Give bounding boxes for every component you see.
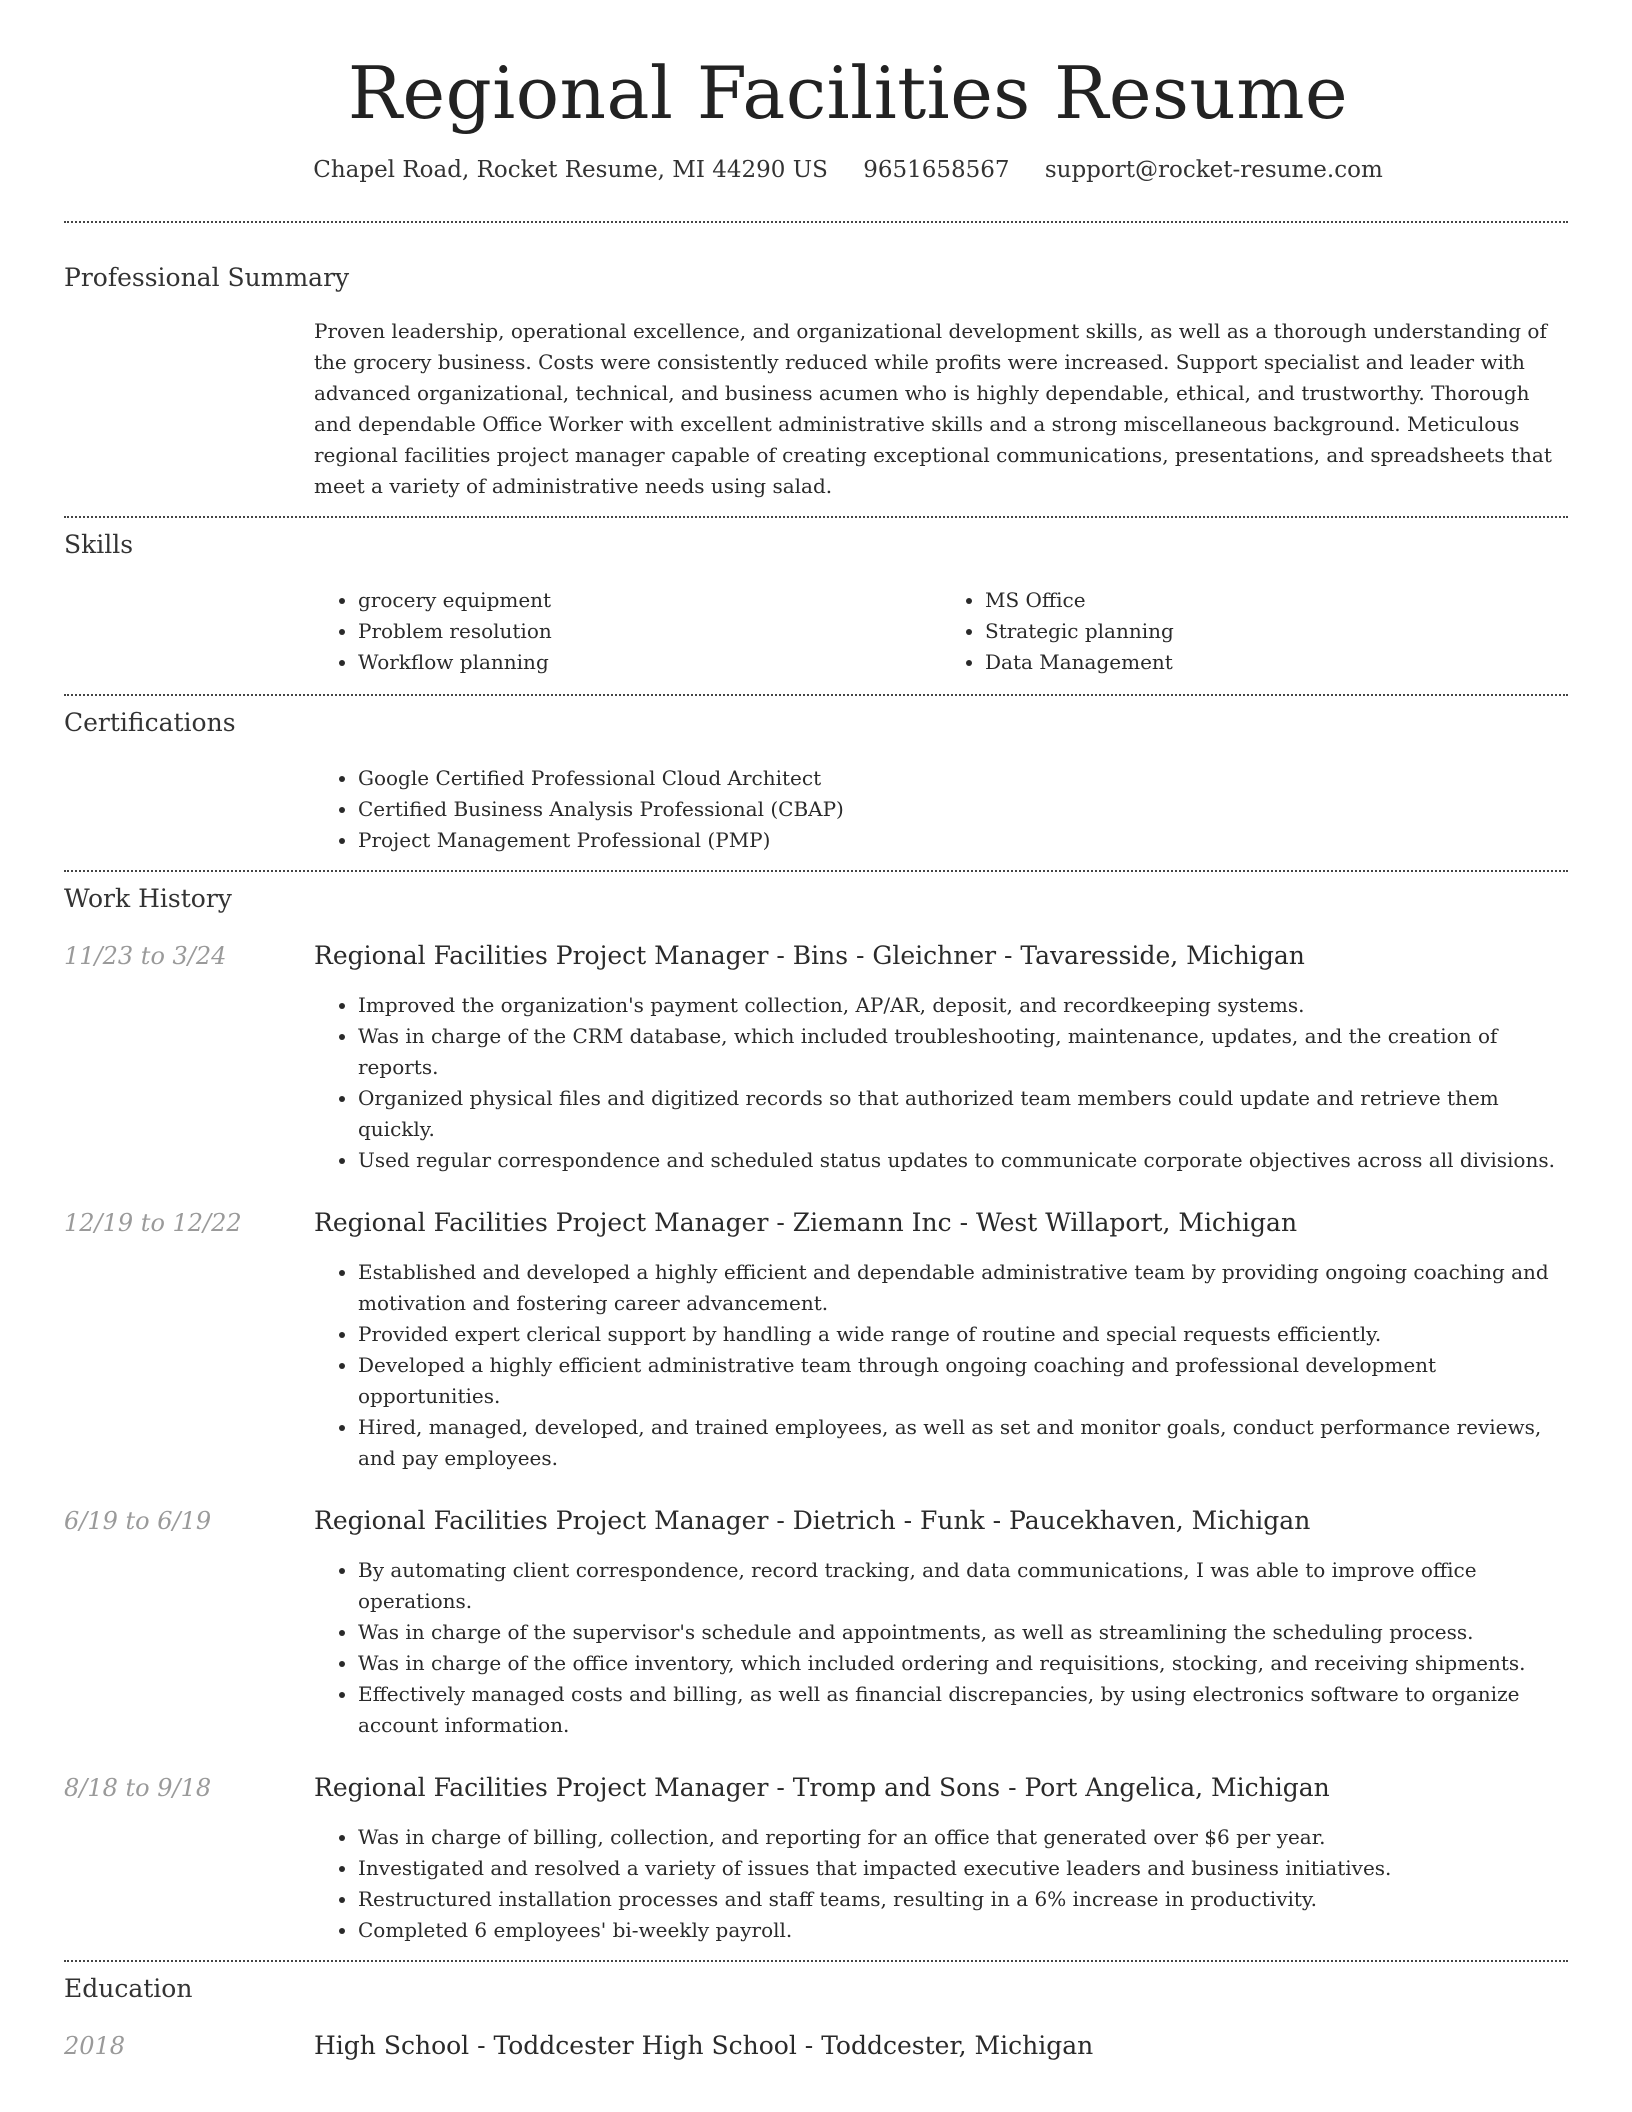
skill-item: • MS Office — [985, 585, 1568, 616]
job-bullets — [314, 1257, 1568, 1474]
job-bullet: • Effectively managed costs and billing, as well as financial discrepancies, by using electronics software to organize account information. — [358, 1679, 1568, 1741]
job-date: 6/19 to 6/19 — [64, 1506, 212, 1535]
certifications-heading: Certifications — [64, 707, 236, 737]
skill-item: • Strategic planning — [985, 616, 1568, 647]
job-bullet: • Organized physical files and digitized records so that authorized team members could update and retrieve them quickly. — [358, 1083, 1568, 1145]
skills-section — [64, 518, 1632, 678]
job-date: 8/18 to 9/18 — [64, 1773, 212, 1802]
job-entry — [64, 1506, 1632, 1741]
job-bullets-wrap — [314, 1822, 1568, 1946]
resume-page — [64, 0, 1632, 2060]
contact-address: Chapel Road, Rocket Resume, MI 44290 US — [313, 156, 828, 183]
work-history-section — [64, 872, 1632, 1946]
job-bullets-wrap — [314, 1257, 1568, 1474]
skill-item: • Data Management — [985, 647, 1568, 678]
certifications-list — [314, 763, 1568, 856]
job-date: 11/23 to 3/24 — [64, 941, 227, 970]
job-header — [64, 1773, 1632, 1802]
job-title: Regional Facilities Project Manager - Bins - Gleichner - Tavaresside, Michigan — [314, 940, 1305, 970]
summary-heading: Professional Summary — [64, 262, 350, 292]
job-bullets-wrap — [314, 990, 1568, 1176]
job-title: Regional Facilities Project Manager - Ziemann Inc - West Willaport, Michigan — [314, 1207, 1298, 1237]
job-bullet: • Established and developed a highly efficient and dependable administrative team by providing ongoing coaching and motivation and fostering career advancement. — [358, 1257, 1568, 1319]
job-bullet: • Improved the organization's payment collection, AP/AR, deposit, and recordkeeping systems. — [358, 990, 1568, 1021]
job-header — [64, 1208, 1632, 1237]
resume-title: Regional Facilities Resume — [347, 51, 1349, 135]
job-bullet: • Was in charge of the supervisor's schedule and appointments, as well as streamlining the scheduling process. — [358, 1617, 1568, 1648]
contact-line — [64, 157, 1632, 183]
job-bullets — [314, 990, 1568, 1176]
certification-item: • Certified Business Analysis Professional (CBAP) — [358, 794, 1568, 825]
section-divider — [64, 221, 1568, 223]
skill-item: • grocery equipment — [358, 585, 941, 616]
skills-columns — [314, 585, 1568, 678]
certifications-section — [64, 696, 1632, 856]
certification-item: • Google Certified Professional Cloud Architect — [358, 763, 1568, 794]
job-bullet: • By automating client correspondence, record tracking, and data communications, I was able to improve office operations. — [358, 1555, 1568, 1617]
certification-item: • Project Management Professional (PMP) — [358, 825, 1568, 856]
job-bullet: • Investigated and resolved a variety of issues that impacted executive leaders and business initiatives. — [358, 1853, 1568, 1884]
job-header — [64, 941, 1632, 970]
skill-item: • Workflow planning — [358, 647, 941, 678]
education-section — [64, 1962, 1632, 2060]
job-entry — [64, 941, 1632, 1176]
work-history-heading: Work History — [64, 883, 232, 913]
job-bullet: • Hired, managed, developed, and trained employees, as well as set and monitor goals, conduct performance reviews, and pay employees. — [358, 1412, 1568, 1474]
job-bullet: • Was in charge of billing, collection, and reporting for an office that generated over $6 per year. — [358, 1822, 1568, 1853]
contact-phone: 9651658567 — [863, 156, 1010, 183]
education-entry — [64, 2031, 1632, 2060]
skill-item: • Problem resolution — [358, 616, 941, 647]
certifications-list-wrap — [314, 763, 1568, 856]
job-entry — [64, 1773, 1632, 1946]
summary-text: Proven leadership, operational excellence, and organizational development skills, as well as a thorough understanding of the grocery business. Costs were consistently reduced while profits were increased. Support specialist and leader with advanced organizational, technical, and business acumen who is highly dependable, ethical, and trustworthy. Thorough and dependable Office Worker with excellent administrative skills and a strong miscellaneous background. Meticulous regional facilities project manager capable of creating exceptional communications, presentations, and spreadsheets that meet a variety of administrative needs using salad. — [314, 318, 1552, 498]
job-entry — [64, 1208, 1632, 1474]
contact-email[interactable]: support@rocket-resume.com — [1044, 156, 1383, 183]
job-bullet: • Provided expert clerical support by handling a wide range of routine and special requests efficiently. — [358, 1319, 1568, 1350]
job-bullets-wrap — [314, 1555, 1568, 1741]
education-header — [64, 2031, 1632, 2060]
job-bullet: • Developed a highly efficient administrative team through ongoing coaching and professional development opportunities. — [358, 1350, 1568, 1412]
summary-section — [64, 263, 1632, 502]
skills-list-left — [314, 585, 941, 678]
job-bullet: • Completed 6 employees' bi-weekly payroll. — [358, 1915, 1568, 1946]
education-title: High School - Toddcester High School - Toddcester, Michigan — [314, 2030, 1094, 2060]
education-date: 2018 — [64, 2031, 126, 2060]
job-bullet: • Was in charge of the CRM database, which included troubleshooting, maintenance, updates, and the creation of reports. — [358, 1021, 1568, 1083]
job-bullet: • Restructured installation processes and staff teams, resulting in a 6% increase in productivity. — [358, 1884, 1568, 1915]
job-bullet: • Used regular correspondence and scheduled status updates to communicate corporate objectives across all divisions. — [358, 1145, 1568, 1176]
job-bullets — [314, 1822, 1568, 1946]
job-date: 12/19 to 12/22 — [64, 1208, 242, 1237]
job-bullets — [314, 1555, 1568, 1741]
job-bullet: • Was in charge of the office inventory, which included ordering and requisitions, stocking, and receiving shipments. — [358, 1648, 1568, 1679]
job-title: Regional Facilities Project Manager - Dietrich - Funk - Paucekhaven, Michigan — [314, 1505, 1311, 1535]
education-heading: Education — [64, 1973, 193, 2003]
job-header — [64, 1506, 1632, 1535]
skills-heading: Skills — [64, 529, 134, 559]
skills-list-right — [941, 585, 1568, 678]
job-title: Regional Facilities Project Manager - Tromp and Sons - Port Angelica, Michigan — [314, 1772, 1330, 1802]
